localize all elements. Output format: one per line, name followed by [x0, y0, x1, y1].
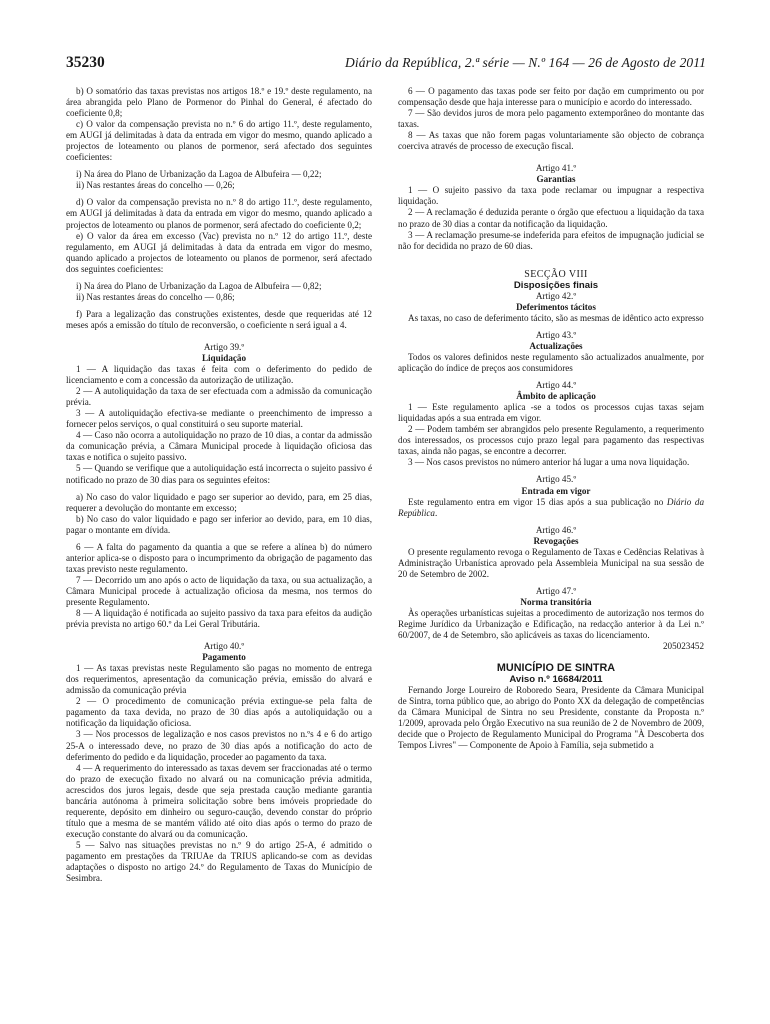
- article-number: Artigo 41.º: [535, 163, 577, 174]
- paragraph: 8 — A liquidação é notificada ao sujeito passivo da taxa para efeitos da audição prévia prevista no artigo 60.º da Lei Geral Tributária.: [66, 608, 372, 630]
- article-title: Liquidação: [201, 352, 247, 363]
- paragraph: a) No caso do valor liquidado e pago ser superior ao devido, para, em 25 dias, requerer a devolução do montante em excesso;: [66, 491, 372, 513]
- document-reference: 205023452: [662, 641, 704, 652]
- paragraph: 1 — O sujeito passivo da taxa pode reclamar ou impugnar a respectiva liquidação.: [398, 185, 704, 207]
- paragraph: b) O somatório das taxas previstas nos artigos 18.º e 19.º deste regulamento, na área abrangida pelo Plano de Pormenor do Pinhal do General, é afectado do coeficiente 0,8;: [66, 86, 372, 119]
- paragraph: O presente regulamento revoga o Regulamento de Taxas e Cedências Relativas à Administração Urbanística aprovado pela Assembleia Municipal na sua sessão de 20 de Setembro de 2002.: [398, 546, 704, 579]
- paragraph: ii) Nas restantes áreas do concelho — 0,26;: [76, 180, 235, 191]
- paragraph: 4 — Caso não ocorra a autoliquidação no prazo de 10 dias, a contar da admissão da comunicação prévia, a Câmara Municipal procede à liquidação oficiosa das taxas e notifica o sujeito passivo.: [66, 430, 372, 463]
- paragraph: 2 — A autoliquidação da taxa de ser efectuada com a admissão da comunicação prévia.: [66, 386, 372, 408]
- paragraph: 1 — A liquidação das taxas é feita com o deferimento do pedido de licenciamento e com a concessão da autorização de utilização.: [66, 364, 372, 386]
- notice-title: Aviso n.º 16684/2011: [509, 674, 603, 686]
- article-title: Deferimentos tácitos: [516, 301, 596, 312]
- paragraph: d) O valor da compensação prevista no n.º 8 do artigo 11.º, deste regulamento, em AUGI já delimitadas à data da entrada em vigor do mesmo, quando aplicado a projectos de loteamento ou planos de pormenor, será afectado do coeficiente 0,2;: [66, 197, 372, 230]
- paragraph: 5 — Salvo nas situações previstas no n.º 9 do artigo 25-A, é admitido o pagamento em prestações da TRIUAe da TRIUS aplicando-se com as devidas adaptações o disposto no artigo 24.º do Regulamento de Taxas do Município de Sesimbra.: [66, 839, 372, 884]
- paragraph: 4 — A requerimento do interessado as taxas devem ser fraccionadas até o termo do prazo de execução fixado no alvará ou na comunicação prévia admitida, acrescidos dos juros legais, desde que seja prestada caução mediante garantia bancária autónoma à primeira solicitação sobre bens imóveis propriedade do requerente, depósito em dinheiro ou seguro-caução, devendo constar do próprio título que a mesma de se mantém válido até oito dias após o termo do prazo de execução constante do alvará ou da comunicação.: [66, 762, 372, 839]
- article-title: Garantias: [536, 174, 576, 185]
- section-number: SECÇÃO VIII: [524, 268, 588, 280]
- paragraph: Fernando Jorge Loureiro de Roboredo Seara, Presidente da Câmara Municipal de Sintra, torna público que, ao abrigo do Ponto XX da delegação de competências da Câmara Municipal de Sintra no seu Presidente, constante da Proposta n.º 1/2009, aprovada pelo Órgão Executivo na sua reunião de 2 de Novembro de 2009, decide que o Projecto de Regulamento Municipal do Programa "À Descoberta dos Tempos Livres" — Componente de Apoio à Família, seja submetido a: [398, 685, 704, 751]
- paragraph: e) O valor da área em excesso (Vac) prevista no n.º 12 do artigo 11.º, deste regulamento, em AUGI já delimitadas à data da entrada em vigor do mesmo, quando aplicado a projectos de loteamento ou planos de pormenor, será afectado dos seguintes coeficientes:: [66, 230, 372, 274]
- paragraph: As taxas, no caso de deferimento tácito, são as mesmas de idêntico acto expresso: [408, 312, 704, 323]
- paragraph: i) Na área do Plano de Urbanização da Lagoa de Albufeira — 0,22;: [76, 169, 322, 180]
- paragraph: c) O valor da compensação prevista no n.º 6 do artigo 11.º, deste regulamento, em AUGI já delimitadas à data da entrada em vigor do mesmo, quando aplicado a projectos de loteamento ou planos de pormenor, será afectado dos seguintes coeficientes:: [66, 119, 372, 163]
- article-number: Artigo 44.º: [535, 380, 577, 391]
- running-title: Diário da República, 2.ª série — N.º 164 — 26 de Agosto de 2011: [345, 55, 706, 70]
- article-number: Artigo 39.º: [203, 341, 245, 352]
- article-title: Actualizações: [529, 340, 583, 351]
- paragraph: 2 — A reclamação é deduzida perante o órgão que efectuou a liquidação da taxa no prazo de 30 dias a contar da notificação da liquidação.: [398, 207, 704, 229]
- article-title: Norma transitória: [520, 596, 592, 607]
- paragraph: i) Na área do Plano de Urbanização da Lagoa de Albufeira — 0,82;: [76, 280, 322, 291]
- paragraph: 7 — Decorrido um ano após o acto de liquidação da taxa, ou sua actualização, a Câmara Municipal procede à actualização oficiosa da mesma, nos termos do presente Regulamento.: [66, 574, 372, 607]
- article-title: Revogações: [533, 535, 579, 546]
- paragraph: 7 — São devidos juros de mora pelo pagamento extemporâneo do montante das taxas.: [398, 108, 704, 130]
- article-number: Artigo 47.º: [535, 585, 577, 596]
- paragraph: f) Para a legalização das construções existentes, desde que requeridas até 12 meses após a emissão do título de reconversão, o coeficiente n será igual a 4.: [66, 308, 372, 330]
- paragraph: 1 — As taxas previstas neste Regulamento são pagas no momento de entrega dos requerimentos, apresentação da comunicação prévia, emissão do alvará e admissão da comunicação prévia: [66, 663, 372, 696]
- article-title: Âmbito de aplicação: [516, 391, 596, 402]
- paragraph: [398, 497, 704, 519]
- paragraph: 3 — A autoliquidação efectiva-se mediante o preenchimento de impresso a fornecer pelos serviços, o qual constituirá o seu suporte material.: [66, 408, 372, 430]
- paragraph: 3 — A reclamação presume-se indeferida para efeitos de impugnação judicial se não for decidida no prazo de 60 dias.: [398, 229, 704, 251]
- article-number: Artigo 46.º: [535, 524, 577, 535]
- article-number: Artigo 45.º: [535, 474, 577, 485]
- left-column: [66, 86, 372, 884]
- paragraph: 2 — O procedimento de comunicação prévia extingue-se pela falta de pagamento da taxa devida, no prazo de 30 dias após a autoliquidação ou a notificação da liquidação oficiosa.: [66, 696, 372, 729]
- paragraph: 1 — Este regulamento aplica -se a todos os processos cujas taxas sejam liquidadas após a sua entrada em vigor.: [398, 402, 704, 424]
- paragraph: 6 — A falta do pagamento da quantia a que se refere a alínea b) do número anterior aplica-se o disposto para o incumprimento da obrigação de pagamento das taxas previsto neste regulamento.: [66, 541, 372, 574]
- section-title: Disposições finais: [513, 279, 599, 291]
- paragraph: 8 — As taxas que não forem pagas voluntariamente são objecto de cobrança coerciva através de processo de execução fiscal.: [398, 130, 704, 152]
- paragraph: ii) Nas restantes áreas do concelho — 0,86;: [76, 291, 235, 302]
- paragraph: 3 — Nos casos previstos no número anterior há lugar a uma nova liquidação.: [408, 457, 690, 468]
- article-title: Entrada em vigor: [521, 485, 591, 496]
- text-span: .: [435, 507, 438, 518]
- paragraph: Às operações urbanísticas sujeitas a procedimento de autorização nos termos do Regime Jurídico da Urbanização e Edificação, na redacção anterior à da Lei n.º 60/2007, de 4 de Setembro, são aplicáveis as taxas do licenciamento.: [398, 607, 704, 641]
- paragraph: 5 — Quando se verifique que a autoliquidação está incorrecta o sujeito passivo é notificado no prazo de 30 dias para os seguintes efeitos:: [66, 463, 372, 485]
- article-number: Artigo 40.º: [203, 641, 245, 652]
- paragraph: 6 — O pagamento das taxas pode ser feito por dação em cumprimento ou por compensação desde que haja interesse para o município e acordo do interessado.: [398, 86, 704, 108]
- page-header: [66, 54, 706, 80]
- article-number: Artigo 42.º: [535, 290, 577, 301]
- paragraph: 3 — Nos processos de legalização e nos casos previstos no n.ºs 4 e 6 do artigo 25-A o interessado deve, no prazo de 30 dias após a notificação do acto de deferimento do pedido e da liquidação, proceder ao pagamento da taxa.: [66, 729, 372, 762]
- paragraph: b) No caso do valor liquidado e pago ser inferior ao devido, para, em 10 dias, pagar o montante em dívida.: [66, 513, 372, 535]
- right-column: [398, 86, 704, 752]
- municipality-heading: MUNICÍPIO DE SINTRA: [496, 662, 616, 675]
- publication-name: Diário da República: [398, 496, 705, 518]
- article-number: Artigo 43.º: [535, 329, 577, 340]
- page-number: 35230: [66, 54, 105, 71]
- article-title: Pagamento: [202, 652, 246, 663]
- paragraph: 2 — Podem também ser abrangidos pelo presente Regulamento, a requerimento dos interessados, os processos cujo prazo legal para pagamento das respectivas taxas, ainda não pagas, se encontre a decorrer.: [398, 424, 704, 457]
- text-span: Este regulamento entra em vigor 15 dias após a sua publicação no: [408, 496, 664, 507]
- paragraph: Todos os valores definidos neste regulamento são actualizados anualmente, por aplicação do índice de preços aos consumidores: [398, 351, 704, 374]
